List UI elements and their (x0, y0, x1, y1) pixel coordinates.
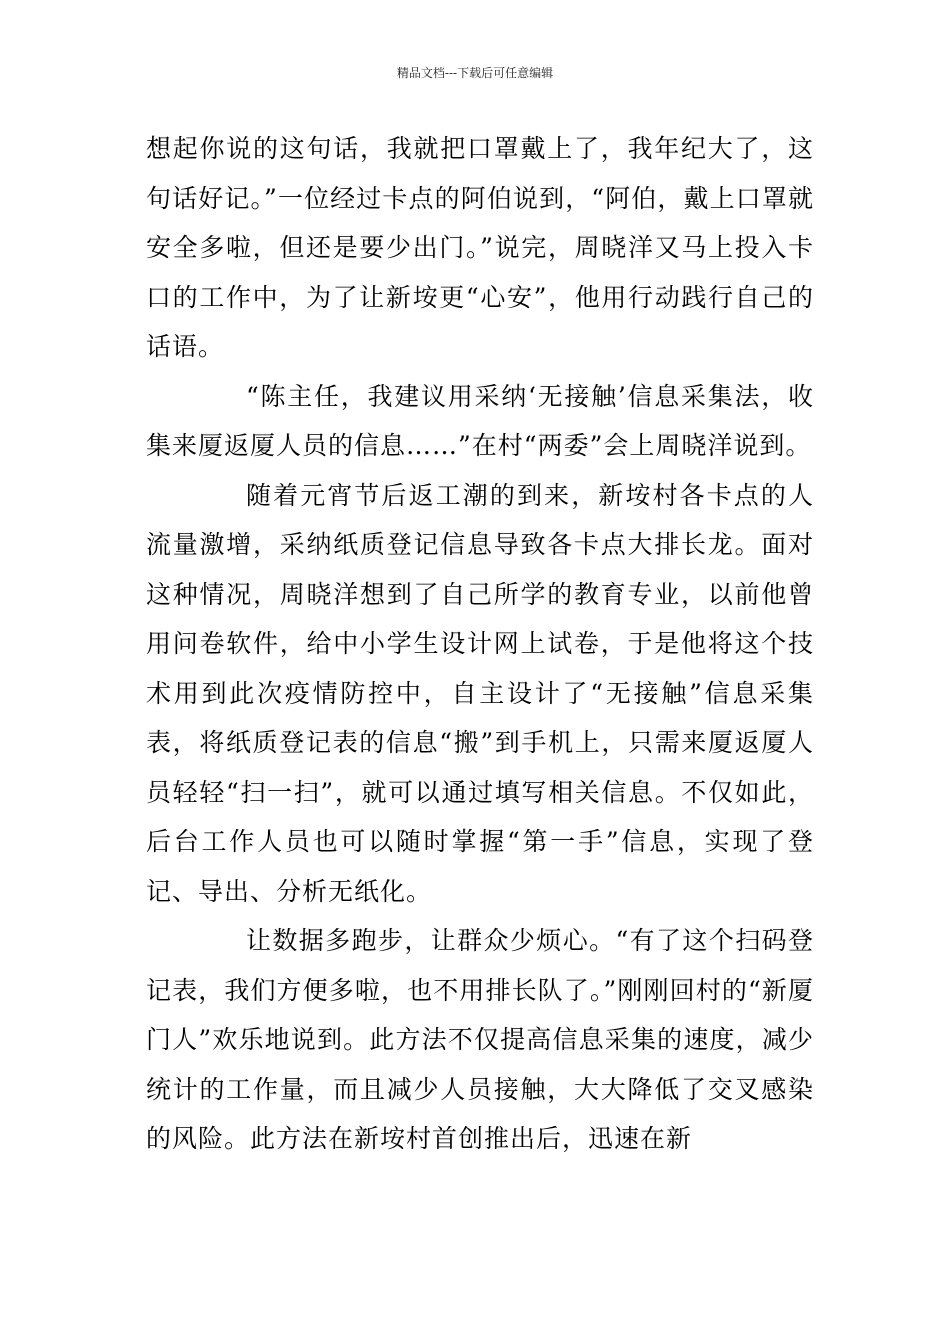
document-body (146, 124, 814, 1164)
page-header: 精品文档---下载后可任意编辑 (396, 66, 554, 80)
paragraph-contactless-form: 随着元宵节后返工潮的到来，新垵村各卡点的人流量激增，采纳纸质登记信息导致各卡点大排长龙。面对这种情况，周晓洋想到了自己所学的教育专业，以前他曾用问卷软件，给中小学生设计网上试卷，于是他将这个技术用到此次疫情防控中，自主设计了“无接触”信息采集表，将纸质登记表的信息“搬”到手机上，只需来厦返厦人员轻轻“扫一扫”，就可以通过填写相关信息。不仅如此，后台工作人员也可以随时掌握“第一手”信息，实现了登记、导出、分析无纸化。 (146, 480, 814, 906)
paragraph-continuation: 想起你说的这句话，我就把口罩戴上了，我年纪大了，这句话好记。”一位经过卡点的阿伯说到，“阿伯，戴上口罩就安全多啦，但还是要少出门。”说完，周晓洋又马上投入卡口的工作中，为了让新垵更“心安”，他用行动践行自己的话语。 (146, 134, 814, 361)
paragraph-suggestion: “陈主任，我建议用采纳‘无接触’信息采集法，收集来厦返厦人员的信息……”在村“两委”会上周晓洋说到。 (146, 381, 814, 460)
paragraph-data-runs: 让数据多跑步，让群众少烦心。“有了这个扫码登记表，我们方便多啦，也不用排长队了。”刚刚回村的“新厦门人”欢乐地说到。此方法不仅提高信息采集的速度，减少统计的工作量，而且减少人员接触，大大降低了交叉感染的风险。此方法在新垵村首创推出后，迅速在新 (146, 926, 814, 1153)
